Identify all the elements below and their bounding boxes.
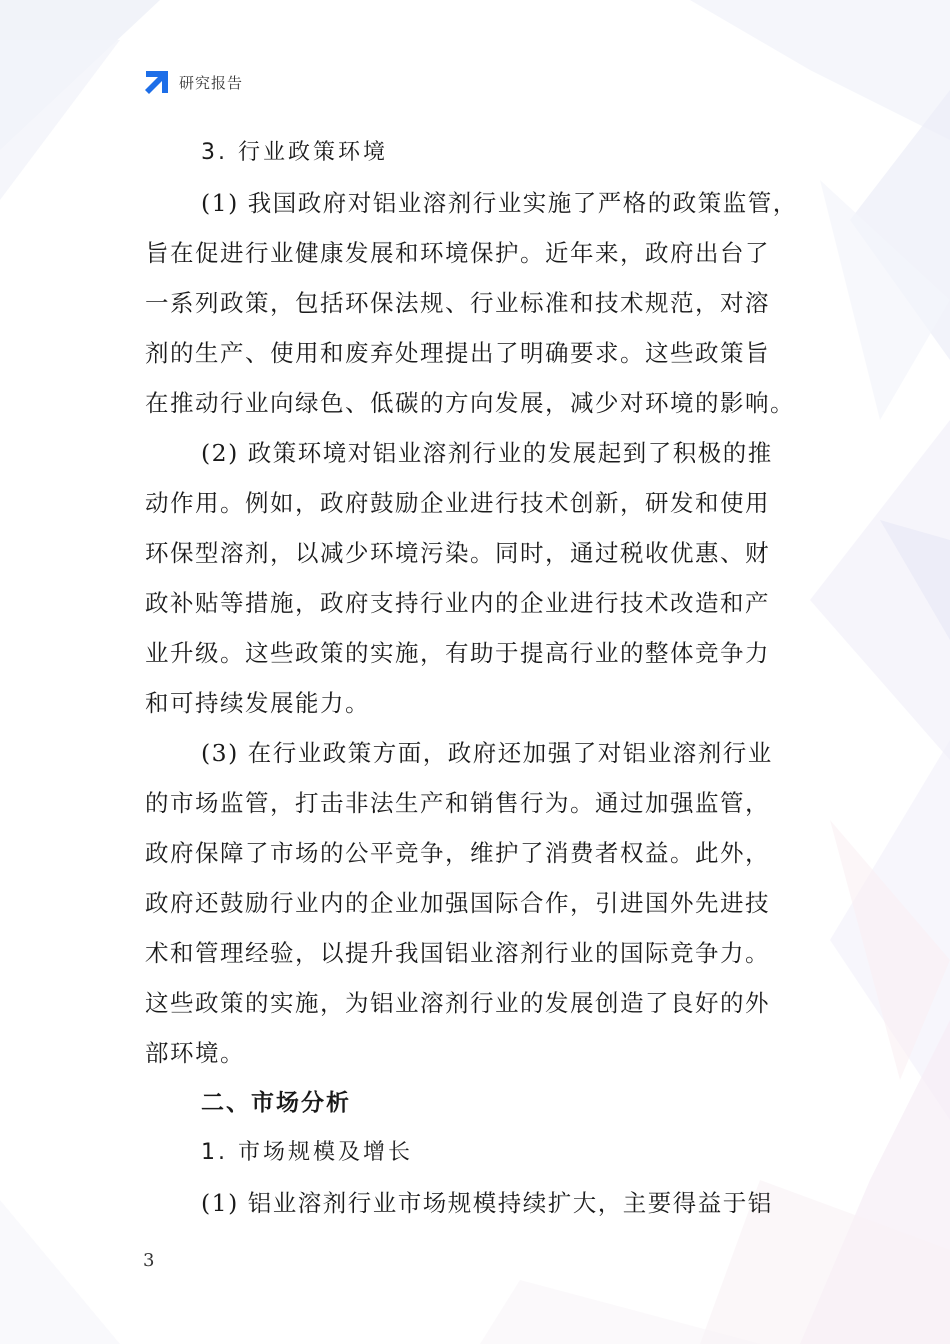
- paragraph-line: 的市场监管，打击非法生产和销售行为。通过加强监管，: [145, 789, 770, 817]
- header-title: 研究报告: [179, 73, 244, 92]
- paragraph-line: 部环境。: [145, 1039, 245, 1067]
- paragraph-line: 一系列政策，包括环保法规、行业标准和技术规范，对溶: [145, 289, 770, 317]
- paragraph: [145, 178, 810, 428]
- arrow-logo-icon: [143, 68, 171, 96]
- paragraph: [145, 728, 810, 1078]
- subsection-heading: 3. 行业政策环境: [201, 140, 388, 165]
- paragraph-line: 旨在促进行业健康发展和环境保护。近年来，政府出台了: [145, 239, 770, 267]
- paragraph-line: (1) 铝业溶剂行业市场规模持续扩大，主要得益于铝: [201, 1189, 773, 1217]
- paragraph-line: 政补贴等措施，政府支持行业内的企业进行技术改造和产: [145, 589, 770, 617]
- section-heading: 二、市场分析: [201, 1090, 351, 1116]
- paragraph-line: 在推动行业向绿色、低碳的方向发展，减少对环境的影响。: [145, 389, 795, 417]
- paragraph: [145, 1178, 810, 1228]
- paragraph-line: 和可持续发展能力。: [145, 689, 370, 717]
- paragraph-line: (2) 政策环境对铝业溶剂行业的发展起到了积极的推: [201, 439, 773, 467]
- paragraph-line: 环保型溶剂，以减少环境污染。同时，通过税收优惠、财: [145, 539, 770, 567]
- paragraph-line: (3) 在行业政策方面，政府还加强了对铝业溶剂行业: [201, 739, 773, 767]
- paragraph-line: 术和管理经验，以提升我国铝业溶剂行业的国际竞争力。: [145, 939, 770, 967]
- paragraph-line: 剂的生产、使用和废弃处理提出了明确要求。这些政策旨: [145, 339, 770, 367]
- document-body: [145, 128, 810, 1228]
- paragraph-line: 政府还鼓励行业内的企业加强国际合作，引进国外先进技: [145, 889, 770, 917]
- paragraph-line: 这些政策的实施，为铝业溶剂行业的发展创造了良好的外: [145, 989, 770, 1017]
- subsection-heading: 1. 市场规模及增长: [201, 1140, 413, 1165]
- paragraph-line: 动作用。例如，政府鼓励企业进行技术创新，研发和使用: [145, 489, 770, 517]
- report-header: [143, 68, 243, 96]
- page-number: 3: [143, 1250, 155, 1271]
- paragraph: [145, 428, 810, 728]
- paragraph-line: (1) 我国政府对铝业溶剂行业实施了严格的政策监管，: [201, 189, 798, 217]
- paragraph-line: 政府保障了市场的公平竞争，维护了消费者权益。此外，: [145, 839, 770, 867]
- paragraph-line: 业升级。这些政策的实施，有助于提高行业的整体竞争力: [145, 639, 770, 667]
